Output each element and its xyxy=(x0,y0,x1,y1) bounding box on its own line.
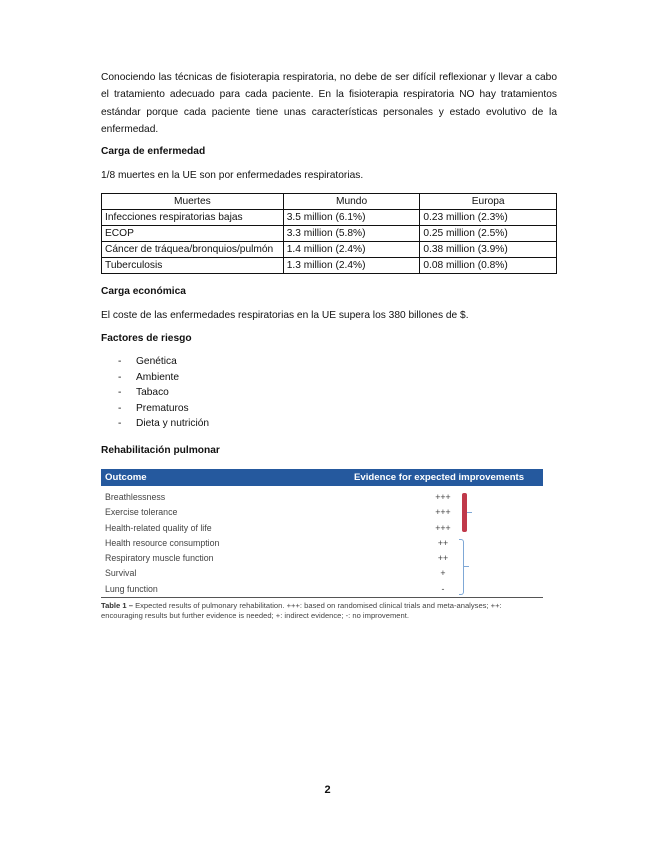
table-cell: Infecciones respiratorias bajas xyxy=(102,210,284,226)
rehab-evidence-figure xyxy=(101,469,543,629)
outcome-label: Lung function xyxy=(105,583,158,594)
economic-heading: Carga económica xyxy=(101,286,186,297)
table-cell: 0.38 million (3.9%) xyxy=(420,242,557,258)
figure-row xyxy=(101,536,543,551)
list-item xyxy=(118,416,209,432)
figure-header xyxy=(101,469,543,486)
intro-paragraph: Conociendo las técnicas de fisioterapia respiratoria, no debe de ser difícil reflexionar y llevar a cabo el tratamiento adecuado para cada paciente. En la fisioterapia respiratoria NO hay tratamientos estándar porque cada paciente tiene unas características personales y estado evolutivo de la enfermedad. xyxy=(101,72,557,136)
list-dash: - xyxy=(118,387,122,398)
figure-row xyxy=(101,551,543,566)
list-dash: - xyxy=(118,402,122,414)
table-row xyxy=(102,242,557,258)
list-item-label: Tabaco xyxy=(136,387,169,398)
moderate-evidence-tick xyxy=(464,566,469,567)
evidence-column-header: Evidence for expected improvements xyxy=(354,472,525,483)
table-cell: 1.3 million (2.4%) xyxy=(283,258,420,274)
column-header: Muertes xyxy=(102,194,284,210)
table-cell: 3.3 million (5.8%) xyxy=(283,226,420,242)
table-header-row xyxy=(102,194,557,210)
column-header: Europa xyxy=(420,194,557,210)
table-cell: 0.08 million (0.8%) xyxy=(420,258,557,274)
table-cell: 0.23 million (2.3%) xyxy=(420,210,557,226)
list-item xyxy=(118,385,209,401)
outcome-label: Survival xyxy=(105,568,137,579)
table-cell: 0.25 million (2.5%) xyxy=(420,226,557,242)
strong-evidence-tick xyxy=(467,512,472,513)
evidence-value: ++ xyxy=(437,553,449,564)
figure-caption xyxy=(101,601,543,621)
caption-label: Table 1 – xyxy=(101,601,133,611)
figure-body xyxy=(101,486,543,598)
evidence-value: +++ xyxy=(435,492,451,502)
list-dash: - xyxy=(118,356,122,367)
list-item xyxy=(118,401,209,417)
outcome-label: Exercise tolerance xyxy=(105,507,178,518)
table-cell: 3.5 million (6.1%) xyxy=(283,210,420,226)
figure-row xyxy=(101,521,543,536)
table-cell: ECOP xyxy=(102,226,284,242)
column-header: Mundo xyxy=(283,194,420,210)
list-item-label: Prematuros xyxy=(136,402,189,414)
burden-heading: Carga de enfermedad xyxy=(101,146,206,157)
list-dash: - xyxy=(118,418,122,429)
outcome-label: Health resource consumption xyxy=(105,537,220,548)
figure-row xyxy=(101,582,543,598)
rehab-heading: Rehabilitación pulmonar xyxy=(101,445,220,456)
risk-heading: Factores de riesgo xyxy=(101,333,192,344)
evidence-value: - xyxy=(441,583,445,594)
table-cell: 1.4 million (2.4%) xyxy=(283,242,420,258)
list-item-label: Genética xyxy=(136,356,177,367)
table-row xyxy=(102,258,557,274)
list-dash: - xyxy=(118,371,122,383)
table-cell: Tuberculosis xyxy=(102,258,284,274)
figure-row xyxy=(101,505,543,520)
outcome-column-header: Outcome xyxy=(105,472,147,483)
caption-text: Expected results of pulmonary rehabilitation. +++: based on randomised clinical trials and meta-analyses; ++: encouraging results but further evidence is needed; +: indirect evidence; -: no improvement. xyxy=(101,601,502,621)
moderate-evidence-bracket xyxy=(459,539,464,595)
table-row xyxy=(102,226,557,242)
risk-factor-list xyxy=(118,354,209,432)
list-item-label: Ambiente xyxy=(136,371,180,383)
evidence-value: +++ xyxy=(435,522,451,533)
burden-sentence: 1/8 muertes en la UE son por enfermedades respiratorias. xyxy=(101,170,364,181)
list-item xyxy=(118,354,209,370)
evidence-value: + xyxy=(440,568,446,579)
page-number: 2 xyxy=(324,784,331,796)
economic-sentence: El coste de las enfermedades respiratorias en la UE supera los 380 billones de $. xyxy=(101,310,469,321)
figure-row xyxy=(101,490,543,505)
outcome-label: Breathlessness xyxy=(105,492,166,502)
list-item-label: Dieta y nutrición xyxy=(136,418,210,429)
deaths-table xyxy=(101,193,557,274)
outcome-label: Health-related quality of life xyxy=(105,522,212,533)
evidence-value: +++ xyxy=(435,507,451,518)
outcome-label: Respiratory muscle function xyxy=(105,553,214,564)
table-row xyxy=(102,210,557,226)
figure-row xyxy=(101,566,543,581)
evidence-value: ++ xyxy=(437,537,449,548)
list-item xyxy=(118,370,209,386)
table-cell: Cáncer de tráquea/bronquios/pulmón xyxy=(102,242,284,258)
